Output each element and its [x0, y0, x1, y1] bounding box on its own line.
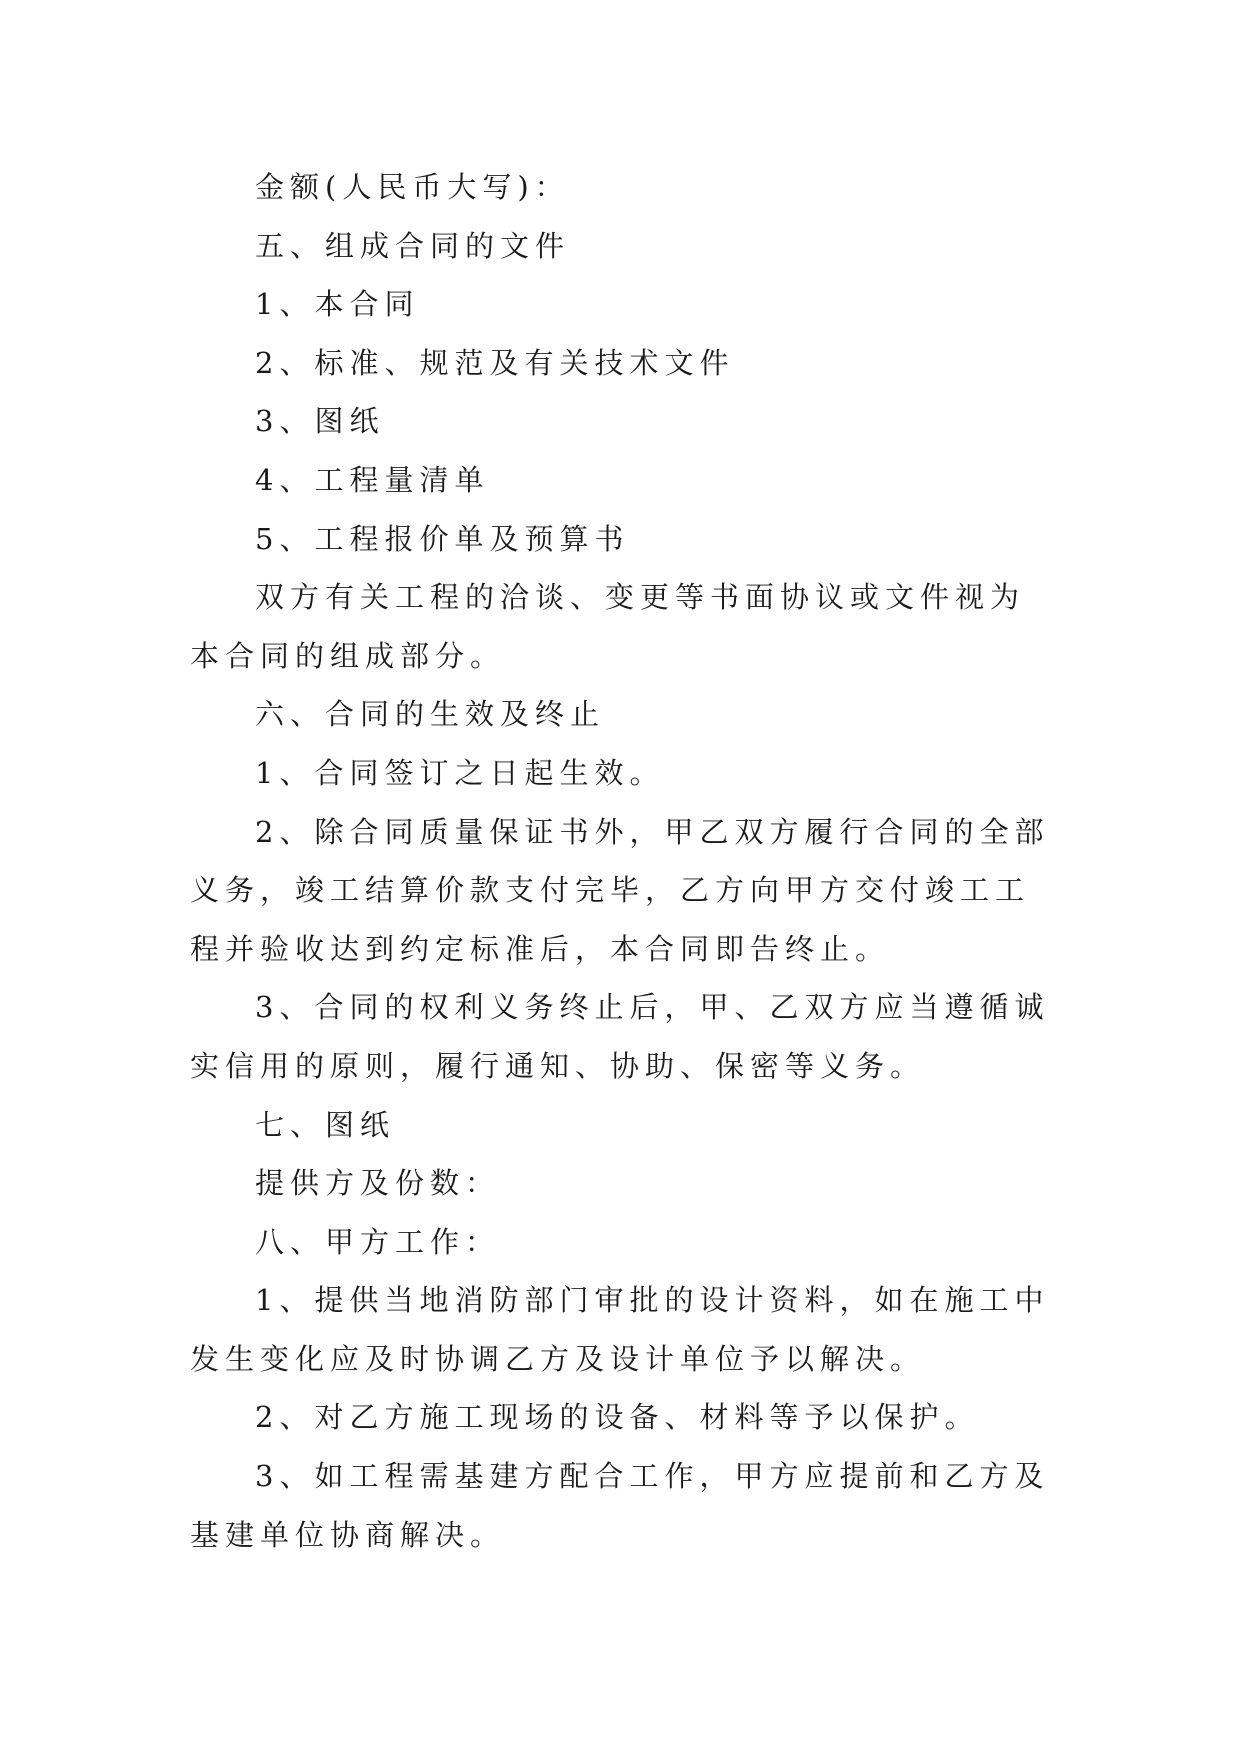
list-item: 2、标准、规范及有关技术文件 [255, 345, 735, 380]
list-item: 3、如工程需基建方配合工作，甲方应提前和乙方及基建单位协商解决。 [190, 1459, 1050, 1552]
paragraph-composition: 双方有关工程的洽谈、变更等书面协议或文件视为本合同的组成部分。 [190, 580, 1026, 673]
paragraph-provider-copies: 提供方及份数： [255, 1166, 501, 1201]
list-item: 4、工程量清单 [255, 462, 490, 497]
list-item: 2、对乙方施工现场的设备、材料等予以保护。 [255, 1400, 980, 1435]
heading-party-a-work: 八、甲方工作： [255, 1224, 501, 1259]
paragraph-amount: 金额(人民币大写)： [255, 170, 570, 204]
heading-effect-termination: 六、合同的生效及终止 [255, 697, 606, 732]
list-item: 3、合同的权利义务终止后，甲、乙双方应当遵循诚实信用的原则，履行通知、协助、保密等义务。 [190, 990, 1050, 1083]
list-item: 1、提供当地消防部门审批的设计资料，如在施工中发生变化应及时协调乙方及设计单位予以解决。 [190, 1283, 1050, 1376]
list-item: 5、工程报价单及预算书 [255, 521, 630, 556]
list-item: 2、除合同质量保证书外，甲乙双方履行合同的全部义务，竣工结算价款支付完毕，乙方向甲方交付竣工工程并验收达到约定标准后，本合同即告终止。 [190, 814, 1050, 966]
heading-contract-documents: 五、组成合同的文件 [255, 228, 571, 263]
document-body [190, 158, 1055, 1564]
list-item: 1、本合同 [255, 287, 420, 322]
list-item: 1、合同签订之日起生效。 [255, 755, 665, 790]
heading-drawings: 七、图纸 [255, 1107, 396, 1142]
list-item: 3、图纸 [255, 404, 385, 439]
